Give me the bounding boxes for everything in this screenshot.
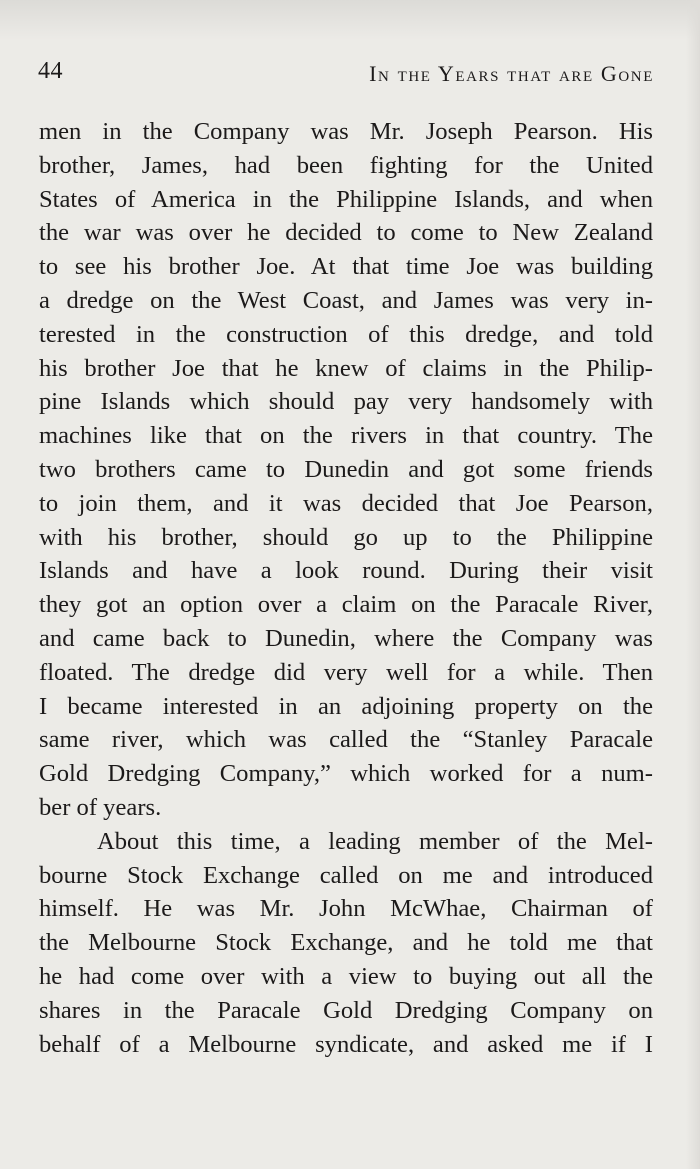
paragraph-end-line: ber of years. [39, 793, 162, 821]
text-line: floated. The dredge did very well for a while. Then [39, 658, 653, 686]
text-line: to see his brother Joe. At that time Joe was building [39, 253, 653, 281]
text-line: States of America in the Philippine Islands, and when [39, 185, 653, 213]
text-line: his brother Joe that he knew of claims in the Philip- [39, 354, 653, 382]
text-line: men in the Company was Mr. Joseph Pearson. His [39, 118, 653, 145]
text-line: Gold Dredging Company,” which worked for a num- [39, 760, 653, 788]
text-line: behalf of a Melbourne syndicate, and asked me if I [39, 1030, 653, 1058]
page-number: 44 [38, 58, 63, 84]
running-head [38, 58, 654, 94]
text-line: Islands and have a look round. During their visit [39, 557, 653, 585]
text-line: pine Islands which should pay very handsomely with [39, 388, 653, 416]
text-line: himself. He was Mr. John McWhae, Chairman of [39, 895, 653, 923]
page-edge-shadow [686, 0, 700, 1169]
text-line: bourne Stock Exchange called on me and introduced [39, 861, 653, 889]
text-line: two brothers came to Dunedin and got some friends [39, 455, 653, 483]
page-top-shadow [0, 0, 700, 40]
text-line: I became interested in an adjoining property on the [39, 692, 653, 720]
text-line: and came back to Dunedin, where the Company was [39, 624, 653, 652]
running-title: In the Years that are Gone [369, 61, 654, 86]
text-line: terested in the construction of this dredge, and told [39, 320, 653, 348]
paragraph-start-line: About this time, a leading member of the Mel- [97, 827, 653, 855]
text-line: shares in the Paracale Gold Dredging Company on [39, 996, 653, 1024]
text-line: with his brother, should go up to the Philippine [39, 523, 653, 551]
text-line: brother, James, had been fighting for the United [39, 151, 653, 179]
text-line: to join them, and it was decided that Joe Pearson, [39, 489, 653, 517]
text-line: the Melbourne Stock Exchange, and he told me that [39, 929, 653, 957]
body-text [39, 115, 653, 1061]
text-line: same river, which was called the “Stanley Paracale [39, 726, 653, 754]
text-line: the war was over he decided to come to New Zealand [39, 219, 653, 247]
text-line: he had come over with a view to buying out all the [39, 962, 653, 990]
text-line: they got an option over a claim on the Paracale River, [39, 591, 653, 619]
text-line: a dredge on the West Coast, and James was very in- [39, 286, 653, 314]
text-line: machines like that on the rivers in that country. The [39, 422, 653, 450]
